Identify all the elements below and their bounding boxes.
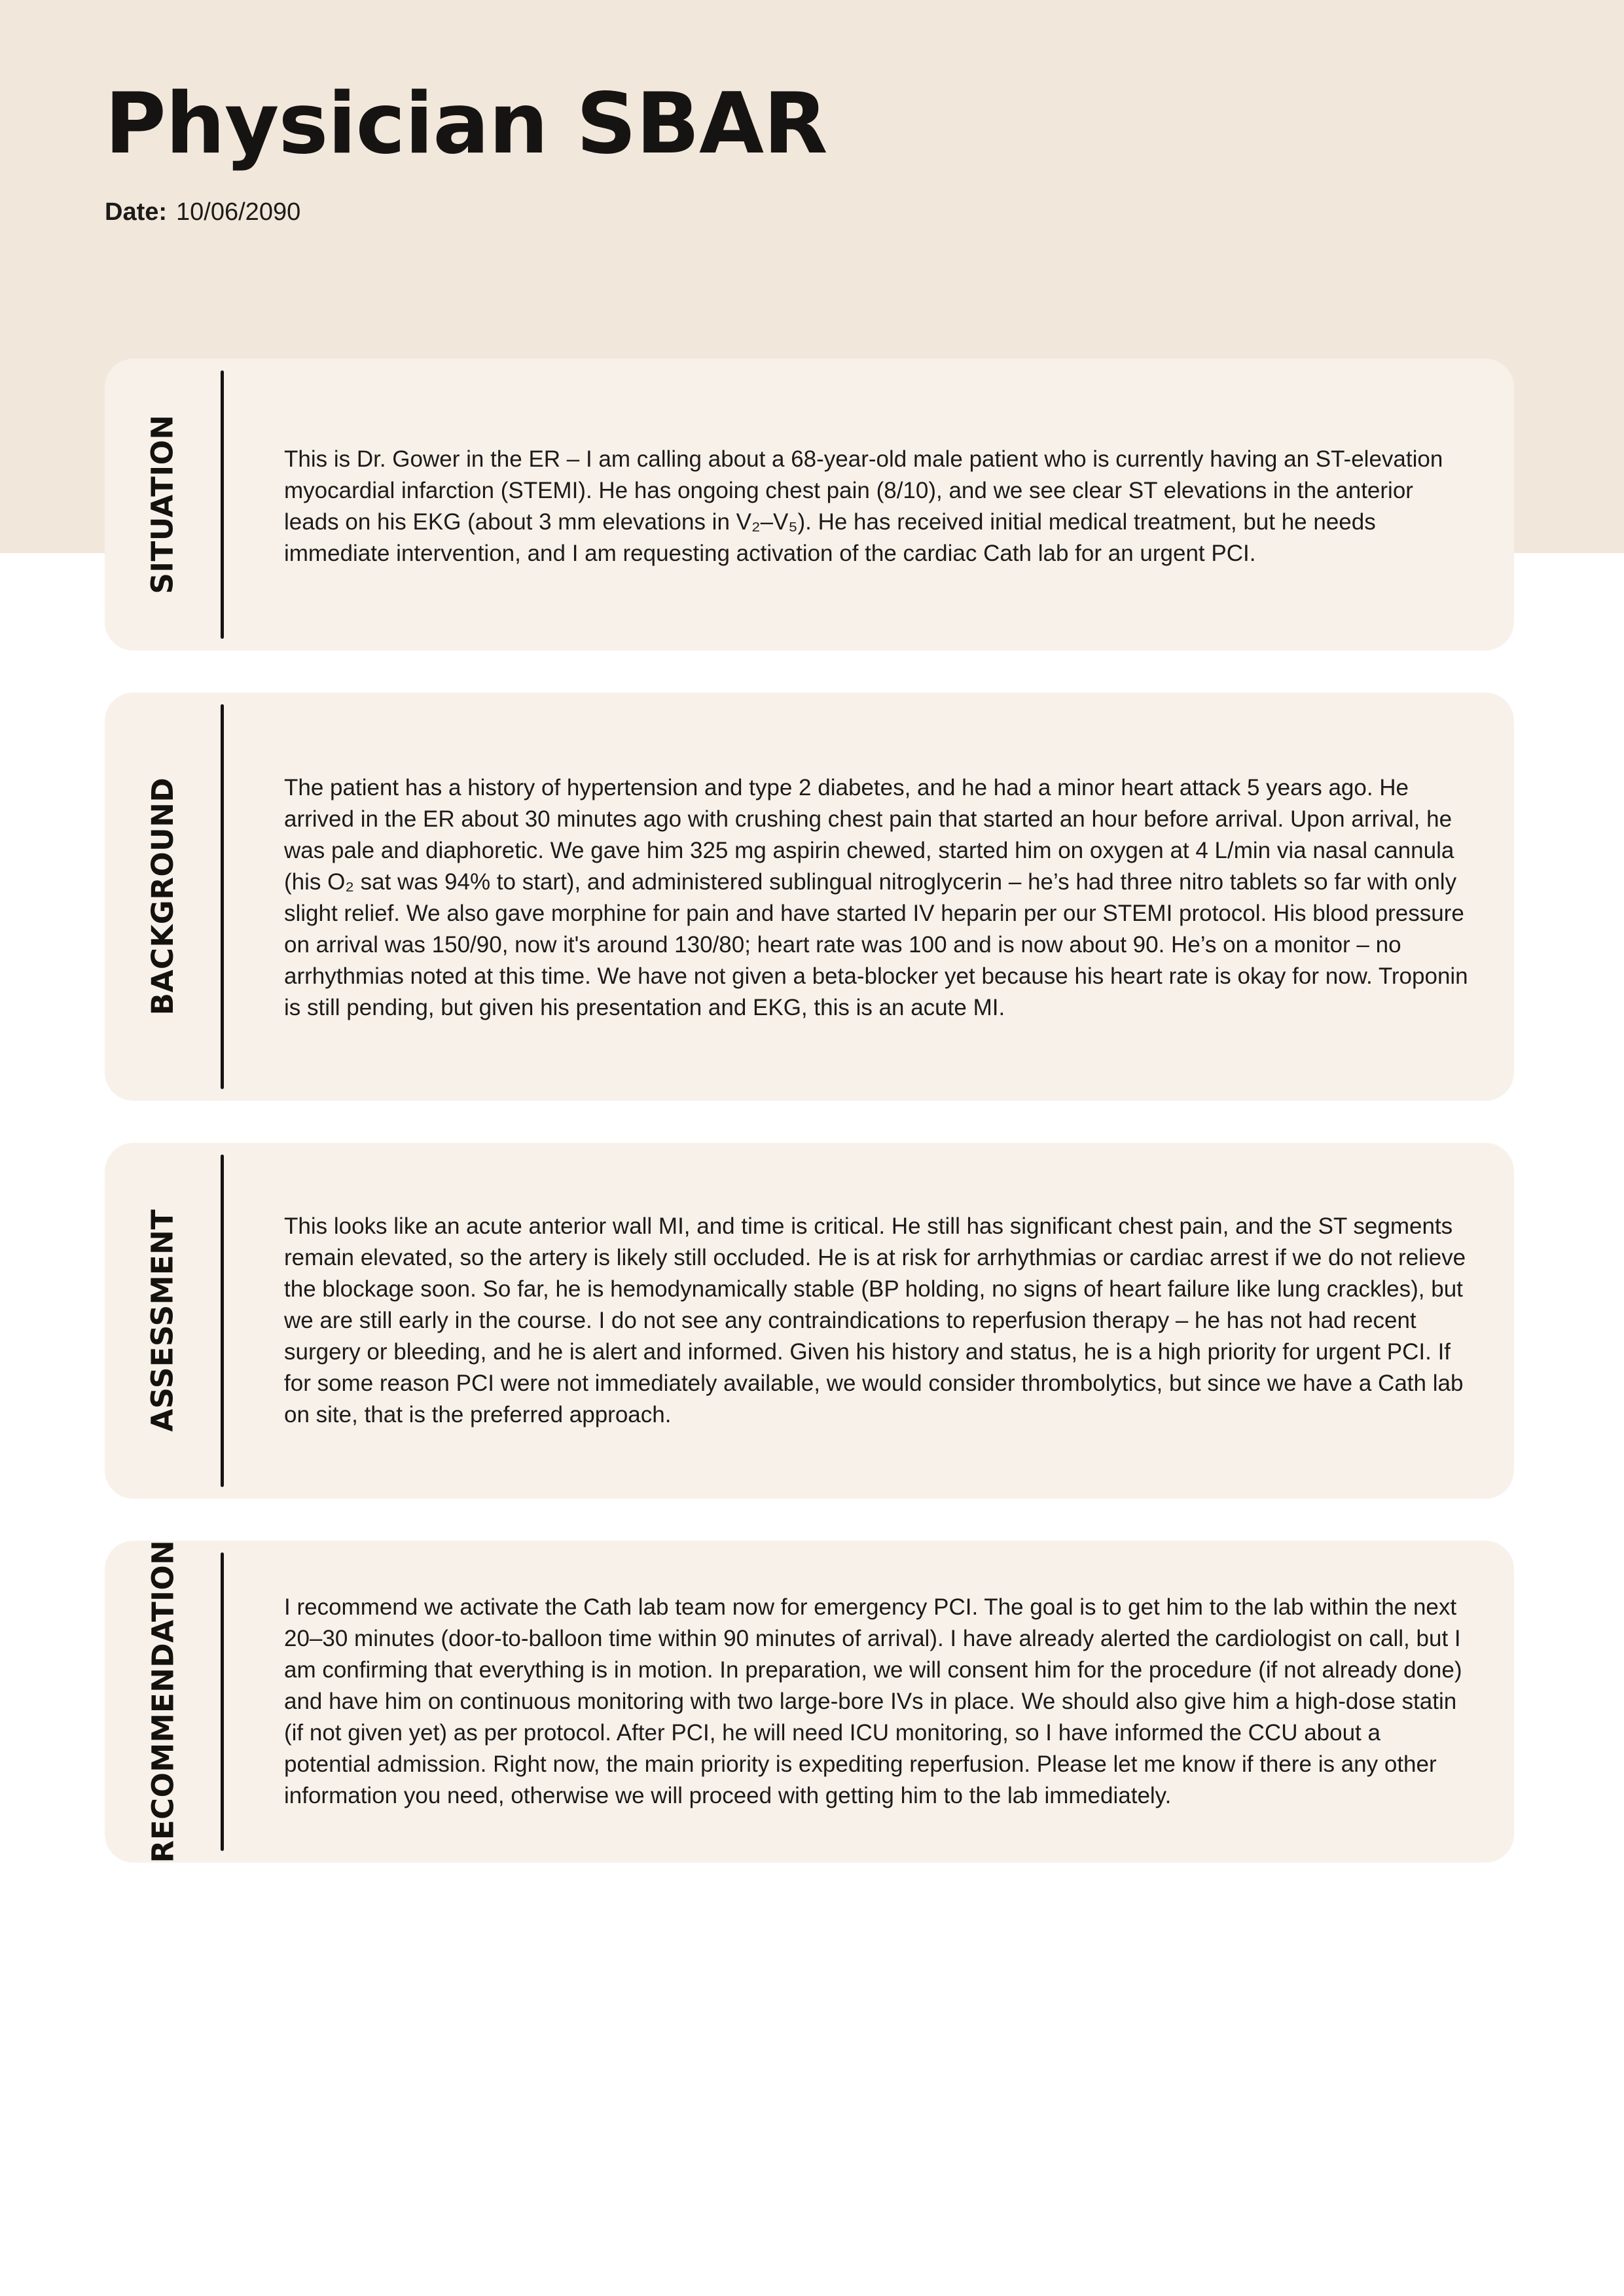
date-value: 10/06/2090 xyxy=(176,198,301,226)
recommendation-card xyxy=(105,1541,1514,1863)
assessment-card xyxy=(105,1143,1514,1499)
recommendation-body-text: I recommend we activate the Cath lab team now for emergency PCI. The goal is to get him to the lab within the next 20–30 minutes (door-to-balloon time within 90 minutes of arrival). I have already alerted the cardiologist on call, but I am confirming that everything is in motion. In preparation, we will consent him for the procedure (if not already done) and have him on continuous monitoring with two large-bore IVs in place. We should also give him a high-dose statin (if not given yet) as per protocol. After PCI, he will need ICU monitoring, so I have informed the CCU about a potential admission. Right now, the main priority is expediting reperfusion. Please let me know if there is any other information you need, otherwise we will proceed with getting him to the lab immediately. xyxy=(284,1594,1462,1808)
situation-label: SITUATION xyxy=(145,414,181,594)
sbar-sections xyxy=(105,359,1514,1863)
date-label: Date: xyxy=(105,198,168,226)
recommendation-label: RECOMMENDATION xyxy=(145,1539,180,1863)
assessment-label-column xyxy=(105,1143,221,1499)
background-body-text: The patient has a history of hypertension and type 2 diabetes, and he had a minor heart attack 5 years ago. He arrived in the ER about 30 minutes ago with crushing chest pain that started an hour before arrival. Upon arrival, he was pale and diaphoretic. We gave him 325 mg aspirin chewed, started him on oxygen at 4 L/min via nasal cannula (his O₂ sat was 94% to start), and administered sublingual nitroglycerin – he’s had three nitro tablets so far with only slight relief. We also gave morphine for pain and have started IV heparin per our STEMI protocol. His blood pressure on arrival was 150/90, now it's around 130/80; heart rate was 100 and is now about 90. He’s on a monitor – no arrhythmias noted at this time. We have not given a beta-blocker yet because his heart rate is okay for now. Troponin is still pending, but given his presentation and EKG, this is an acute MI. xyxy=(284,774,1468,1020)
assessment-body-text: This looks like an acute anterior wall MI, and time is critical. He still has significant chest pain, and the ST segments remain elevated, so the artery is likely still occluded. He is at risk for arrhythmias or cardiac arrest if we do not relieve the blockage soon. So far, he is hemodynamically stable (BP holding, no signs of heart failure like lung crackles), but we are still early in the course. I do not see any contraindications to reperfusion therapy – he has not had recent surgery or bleeding, and he is alert and informed. Given his history and status, he is a high priority for urgent PCI. If for some reason PCI were not immediately available, we would consider thrombolytics, but since we have a Cath lab on site, that is the preferred approach. xyxy=(284,1213,1466,1427)
background-label-column xyxy=(105,692,221,1101)
situation-body-text: This is Dr. Gower in the ER – I am calling about a 68-year-old male patient who is currently having an ST-elevation myocardial infarction (STEMI). He has ongoing chest pain (8/10), and we see clear ST elevations in the anterior leads on his EKG (about 3 mm elevations in V₂–V₅). He has received initial medical treatment, but he needs immediate intervention, and I am requesting activation of the cardiac Cath lab for an urgent PCI. xyxy=(284,446,1443,566)
page-title: Physician SBAR xyxy=(105,75,827,173)
date-row xyxy=(105,198,1514,228)
background-label: BACKGROUND xyxy=(145,778,181,1016)
situation-label-column xyxy=(105,359,221,651)
background-card xyxy=(105,692,1514,1101)
recommendation-label-column xyxy=(105,1541,221,1863)
situation-card xyxy=(105,359,1514,651)
assessment-label: ASSESSMENT xyxy=(145,1209,181,1432)
